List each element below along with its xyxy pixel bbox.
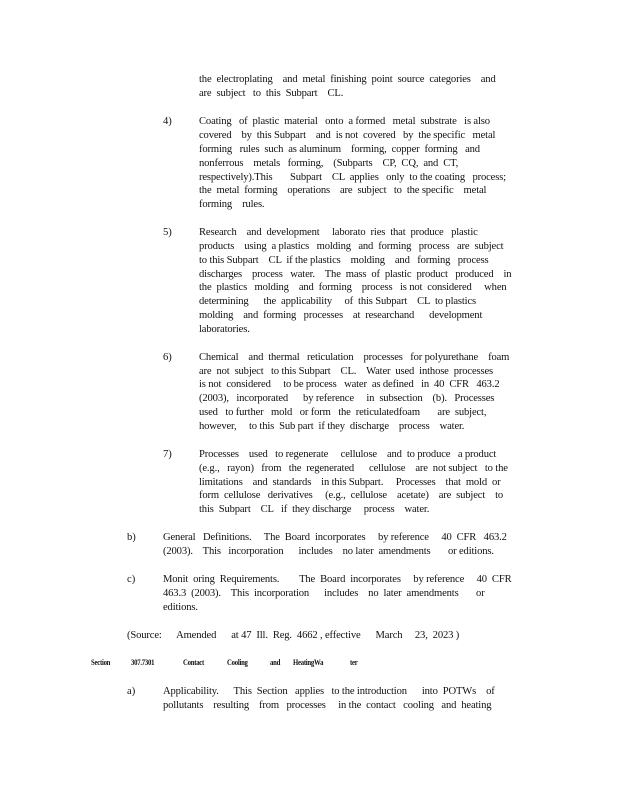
continuation-line-1: the electroplating and metal finishing point source categories and xyxy=(199,74,496,85)
item-4-line-1: Coating of plastic material onto a formed metal substrate is also xyxy=(199,116,490,127)
item-6-line-4: (2003), incorporated by reference in subsection (b). Processes xyxy=(199,393,495,404)
item-label-7: 7) xyxy=(163,449,172,460)
subsection-c-line-2: 463.3 (2003). This incorporation includes no later amendments or xyxy=(163,588,485,599)
item-4-line-5: respectively).This Subpart CL applies only to the coating process; xyxy=(199,172,506,183)
item-6-line-5: used to further mold or form the reticulatedfoam are subject, xyxy=(199,407,487,418)
section-heading-label: Section xyxy=(91,658,111,667)
item-label-4: 4) xyxy=(163,116,172,127)
subsection-b-line-2: (2003). This incorporation includes no later amendments or editions. xyxy=(163,546,494,557)
source-note: (Source: Amended at 47 Ill. Reg. 4662 , effective March 23, 2023 ) xyxy=(127,630,460,641)
item-5-line-6: determining the applicability of this Subpart CL to plastics xyxy=(199,296,476,307)
item-4-line-6: the metal forming operations are subject to the specific metal xyxy=(199,185,487,196)
section-heading-word-3: and xyxy=(270,658,281,667)
item-4-line-2: covered by this Subpart and is not covered by the specific metal xyxy=(199,130,496,141)
item-5-line-5: the plastics molding and forming process is not considered when xyxy=(199,282,507,293)
subsection-label-c: c) xyxy=(127,574,136,585)
item-7-line-3: limitations and standards in this Subpart. Processes that mold or xyxy=(199,477,501,488)
continuation-line-2: are subject to this Subpart CL. xyxy=(199,88,344,99)
item-label-5: 5) xyxy=(163,227,172,238)
section-heading-word-2: Cooling xyxy=(227,658,248,667)
subsection-label-a: a) xyxy=(127,686,136,697)
item-5-line-4: discharges process water. The mass of plastic product produced in xyxy=(199,269,512,280)
item-7-line-5: this Subpart CL if they discharge process water. xyxy=(199,504,430,515)
section-heading-word-1: Contact xyxy=(183,658,205,667)
item-4-line-7: forming rules. xyxy=(199,199,265,210)
item-7-line-1: Processes used to regenerate cellulose and to produce a product xyxy=(199,449,497,460)
item-6-line-1: Chemical and thermal reticulation processes for polyurethane foam xyxy=(199,352,510,363)
subsection-label-b: b) xyxy=(127,532,136,543)
item-6-line-6: however, to this Sub part if they discharge process water. xyxy=(199,421,465,432)
item-label-6: 6) xyxy=(163,352,172,363)
subsection-a-line-1: Applicability. This Section applies to the introduction into POTWs of xyxy=(163,686,495,697)
item-4-line-4: nonferrous metals forming, (Subparts CP, CQ, and CT, xyxy=(199,158,459,169)
subsection-b-line-1: General Definitions. The Board incorporates by reference 40 CFR 463.2 xyxy=(163,532,507,543)
item-7-line-2: (e.g., rayon) from the regenerated cellulose are not subject to the xyxy=(199,463,508,474)
item-5-line-3: to this Subpart CL if the plastics molding and forming process xyxy=(199,255,489,266)
item-5-line-7: molding and forming processes at researchand development xyxy=(199,310,483,321)
section-heading-word-5: ter xyxy=(350,658,358,667)
item-4-line-3: forming rules such as aluminum forming, copper forming and xyxy=(199,144,480,155)
item-7-line-4: form cellulose derivatives (e.g., cellulose acetate) are subject to xyxy=(199,490,504,501)
item-5-line-1: Research and development laborato ries that produce plastic xyxy=(199,227,478,238)
item-6-line-3: is not considered to be process water as defined in 40 CFR 463.2 xyxy=(199,379,500,390)
item-5-line-8: laboratories. xyxy=(199,324,250,335)
subsection-a-line-2: pollutants resulting from processes in the contact cooling and heating xyxy=(163,700,492,711)
item-6-line-2: are not subject to this Subpart CL. Water used inthose processes xyxy=(199,366,493,377)
subsection-c-line-3: editions. xyxy=(163,602,198,613)
section-heading-number: 307.7301 xyxy=(131,658,155,667)
item-5-line-2: products using a plastics molding and forming process are subject xyxy=(199,241,504,252)
section-heading-word-4: HeatingWa xyxy=(293,658,324,667)
subsection-c-line-1: Monit oring Requirements. The Board incorporates by reference 40 CFR xyxy=(163,574,512,585)
